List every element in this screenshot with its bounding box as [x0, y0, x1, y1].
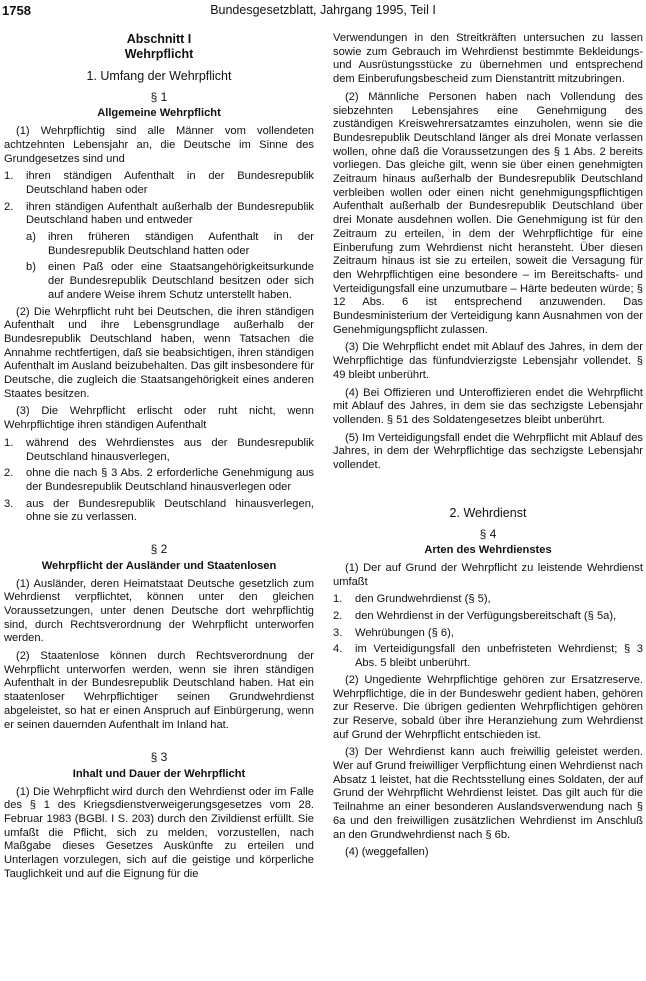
section-number: § 2 [150, 542, 168, 557]
list-item-label: 2. [4, 200, 14, 213]
list-item-text: den Wehrdienst in der Verfügungsbereitschaft (§ 5a), [355, 610, 617, 623]
list-item-text: ihren ständigen Aufenthalt in der Bundesrepublik Deutschland haben oder [26, 170, 314, 196]
list-item-label: 1. [333, 593, 343, 606]
sub-list-item-text: ihren früheren ständigen Aufenthalt in der Bundesrepublik Deutschland hatten oder [48, 231, 314, 257]
list-item [4, 498, 314, 525]
page-number: 1758 [2, 3, 31, 18]
page-header [0, 0, 646, 22]
paragraph: (3) Die Wehrpflicht erlischt oder ruht nicht, wenn Wehrpflichtige ihren ständigen Aufenthalt [4, 405, 314, 432]
paragraph: (2) Ungediente Wehrpflichtige gehören zur Ersatzreserve. Wehrpflichtige, die in der Bundeswehr gedient haben, gehören zur Reserve. Die übrigen gedienten Wehrpflichtigen gehören zur Reserve, sobald über ihre Heranziehung zum Wehrdienst auf Grund der Wehrpflicht entschieden ist. [333, 673, 643, 741]
list-item [333, 627, 643, 641]
subsection-heading: 1. Umfang der Wehrpflicht [86, 69, 232, 83]
right-column [333, 32, 643, 864]
list-item-label: 3. [4, 497, 14, 510]
running-head: Bundesgesetzblatt, Jahrgang 1995, Teil I [210, 3, 436, 17]
list-item-label: 2. [4, 467, 14, 480]
paragraph: (1) Die Wehrpflicht wird durch den Wehrdienst oder im Falle des § 1 des Kriegsdienstverweigerungsgesetzes vom 28. Februar 1983 (BGBl. I S. 203) durch den Zivildienst erfüllt. Sie umfaßt die Pflicht, sich zu melden, vorzustellen, nach Maßgabe dieses Gesetzes Auskünfte zu erteilen und Unterlagen vorzulegen, sich auf die geistige und körperliche Tauglichkeit und auf die Eignung für die [4, 785, 314, 880]
list-item-text: den Grundwehrdienst (§ 5), [355, 593, 491, 606]
list-item-label: 1. [4, 170, 14, 183]
left-column [4, 32, 314, 886]
list-item-text: während des Wehrdienstes aus der Bundesrepublik Deutschland hinausverlegen, [26, 436, 314, 463]
list-item [333, 643, 643, 670]
subsection-heading: 2. Wehrdienst [449, 505, 527, 520]
section-title: Allgemeine Wehrpflicht [97, 107, 221, 120]
list-item [4, 201, 314, 228]
sub-list-item [26, 261, 314, 302]
sub-list-item [26, 231, 314, 258]
paragraph: (2) Die Wehrpflicht ruht bei Deutschen, die ihren ständigen Aufenthalt und ihre Lebensgrundlage außerhalb der Bundesrepublik Deutschland haben, wenn Tatsachen die Annahme rechtfertigen, daß sie beabsichtigen, ihren ständigen Aufenthalt im Ausland beizubehalten. Das gilt insbesondere für Deutsche, die zugleich die Staatsangehörigkeit eines anderen Staates besitzen. [4, 305, 314, 400]
paragraph: (1) Wehrpflichtig sind alle Männer vom vollendeten achtzehnten Lebensjahr an, die Deutsche im Sinne des Grundgesetzes sind und [4, 125, 314, 165]
paragraph: (4) (weggefallen) [345, 846, 429, 859]
list-item-text: Wehrübungen (§ 6), [355, 626, 454, 639]
list-item [4, 467, 314, 494]
section-number: § 1 [150, 89, 168, 104]
paragraph: (4) Bei Offizieren und Unteroffizieren endet die Wehrpflicht mit Ablauf des Jahres, in dem sie das sechzigste Lebensjahr vollenden. § 51 des Soldatengesetzes bleibt unberührt. [333, 386, 643, 426]
paragraph-continuation: Verwendungen in den Streitkräften untersuchen zu lassen sowie zum Gebrauch im Wehrdienst bestimmte Bekleidungs- und Ausrüstungsstücke zu übernehmen und entsprechend dem Einberufungsbescheid zum Dienstantritt mitzubringen. [333, 32, 643, 86]
paragraph: (3) Der Wehrdienst kann auch freiwillig geleistet werden. Wer auf Grund freiwilliger Verpflichtung einen Wehrdienst nach Absatz 1 leistet, hat die Rechtsstellung eines Soldaten, der auf Grund der Wehrpflicht Wehrdienst leistet. Das gilt auch für die Teilnahme an einer besonderen Auslandsverwendung nach § 6a und den freiwilligen zusätzlichen Wehrdienst im Anschluß an den Grundwehrdienst nach § 6b. [333, 746, 643, 841]
list-item [4, 170, 314, 197]
list-item-label: 4. [333, 643, 343, 656]
abschnitt-title: Wehrpflicht [124, 47, 194, 61]
list-item-text: ohne die nach § 3 Abs. 2 erforderliche Genehmigung aus der Bundesrepublik Deutschland hinausverlegen oder [26, 467, 314, 493]
paragraph: (2) Staatenlose können durch Rechtsverordnung der Wehrpflicht unterworfen werden, wenn sie ihren ständigen Aufenthalt in der Bundesrepublik Deutschland haben. Hat ein staatenloser Wehrpflichtiger seinen Grundwehrdienst abgeleistet, so hat er einen Anspruch auf Einbürgerung, wenn er seinen dauernden Aufenthalt im Inland hat. [4, 650, 314, 731]
list-item-label: 2. [333, 610, 343, 623]
sub-list-item-text: einen Paß oder eine Staatsangehörigkeitsurkunde der Bundesrepublik Deutschland besitzen oder sich auf andere Weise ihrem Schutz unterstellt haben. [48, 261, 314, 301]
list-item-text: ihren ständigen Aufenthalt außerhalb der Bundesrepublik Deutschland haben und entweder [26, 200, 314, 227]
list-item [333, 593, 643, 607]
section-number: § 4 [479, 526, 497, 541]
sub-list-item-label: b) [26, 261, 36, 274]
list-item-label: 1. [4, 436, 14, 449]
paragraph: (1) Ausländer, deren Heimatstaat Deutsche gesetzlich zum Wehrdienst verpflichtet, können unter den gleichen Voraussetzungen, unter denen Deutsche dort wehrpflichtig sind, durch Rechtsverordnung der Wehrpflicht unterworfen werden. [4, 577, 314, 645]
abschnitt-heading: Abschnitt I [126, 32, 192, 46]
list-item [333, 610, 643, 624]
list-item-text: aus der Bundesrepublik Deutschland hinausverlegen, ohne sie zu verlassen. [26, 497, 314, 524]
list-item-text: im Verteidigungsfall den unbefristeten Wehrdienst; § 3 Abs. 5 bleibt unberührt. [355, 643, 643, 670]
paragraph: (1) Der auf Grund der Wehrpflicht zu leistende Wehrdienst umfaßt [333, 561, 643, 588]
paragraph: (5) Im Verteidigungsfall endet die Wehrpflicht mit Ablauf des Jahres, in dem der Wehrpflichtige das sechzigste Lebensjahr vollendet. [333, 431, 643, 472]
sub-list-item-label: a) [26, 231, 36, 244]
section-title: Inhalt und Dauer der Wehrpflicht [72, 767, 246, 780]
list-item [4, 437, 314, 464]
section-title: Wehrpflicht der Ausländer und Staatenlosen [41, 559, 277, 572]
paragraph: (3) Die Wehrpflicht endet mit Ablauf des Jahres, in dem der Wehrpflichtige das fünfundvierzigste Lebensjahr vollendet. § 49 bleibt unberührt. [333, 341, 643, 381]
section-number: § 3 [150, 750, 168, 765]
list-item-label: 3. [333, 626, 343, 639]
paragraph: (2) Männliche Personen haben nach Vollendung des siebzehnten Lebensjahres eine Genehmigung des zuständigen Kreiswehrersatzamtes einzuholen, wenn sie die Bundesrepublik Deutschland länger als drei Monate verlassen wollen, ohne daß die Voraussetzungen des § 1 Abs. 2 bereits vorliegen. Das gleiche gilt, wenn sie über einen genehmigten Zeitraum hinaus außerhalb der Bundesrepublik Deutschland verbleiben wollen oder einen nicht genehmigungspflichtigen Aufenthalt außerhalb der Bundesrepublik Deutschland über drei Monate ausdehnen wollen. Die Genehmigung ist für den Zeitraum zu erteilen, in dem der Wehrpflichtige für eine Einberufung zum Wehrdienst nicht heransteht. Über diesen Zeitraum hinaus ist sie zu erteilen, soweit die Versagung für den Wehrpflichtigen eine besondere – im Bereitschafts- und Verteidigungsfall eine unzumutbare – Härte bedeuten würde; § 12 Abs. 6 ist entsprechend anzuwenden. Das Bundesministerium der Verteidigung kann Ausnahmen von der Genehmigungspflicht zulassen. [333, 90, 643, 336]
section-title: Arten des Wehrdienstes [424, 544, 552, 557]
